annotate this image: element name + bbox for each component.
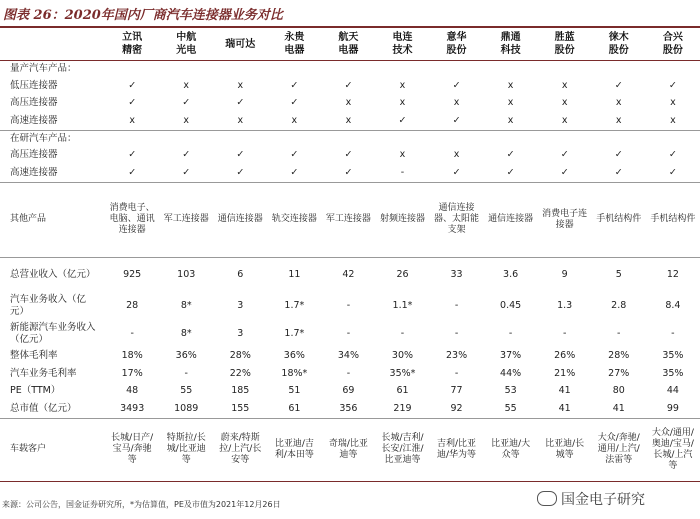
table-cell: ✓ — [128, 79, 137, 91]
header-row — [0, 28, 700, 61]
table-cell: 18%* — [281, 367, 308, 379]
cell-text: 军工连接器 — [325, 214, 371, 224]
table-cell: 27% — [608, 367, 630, 379]
table-cell: ✓ — [236, 166, 245, 178]
table-cell: - — [346, 327, 351, 339]
row-label: 低压连接器 — [10, 79, 58, 91]
table-cell: x — [129, 114, 135, 126]
table-cell: - — [454, 327, 459, 339]
table-cell — [321, 418, 375, 481]
table-row — [0, 400, 700, 418]
header-company: 胜蓝 股份 — [538, 28, 592, 61]
table-cell: x — [615, 114, 622, 126]
table-cell: 3 — [237, 299, 244, 311]
row-label-text: 总营业收入（亿元） — [10, 268, 96, 280]
table-cell: x — [183, 114, 190, 126]
table-cell: 185 — [231, 385, 250, 397]
header-company: 永贵 电器 — [267, 28, 321, 61]
table-row — [0, 112, 700, 130]
row-label: 汽车业务毛利率 — [10, 367, 77, 379]
table-cell: 80 — [612, 385, 625, 397]
cell-text: 大众/通用/奥迪/宝马/长城/上汽等 — [651, 427, 694, 471]
table-cell — [484, 182, 538, 257]
table-cell: ✓ — [290, 166, 299, 178]
title-bar — [0, 0, 700, 28]
table-cell: 22% — [229, 367, 251, 379]
row-label — [0, 292, 105, 320]
table-cell: ✓ — [236, 97, 245, 109]
table-cell: 41 — [558, 402, 571, 414]
cell-text: 消费电子、电脑、通讯连接器 — [109, 203, 155, 235]
table-cell: 219 — [393, 402, 412, 414]
table-cell: 55 — [504, 402, 517, 414]
table-cell: x — [453, 97, 460, 109]
table-cell: ✓ — [182, 97, 191, 109]
table-cell — [592, 182, 646, 257]
header-company: 鼎通 科技 — [484, 28, 538, 61]
table-cell: 53 — [504, 385, 517, 397]
table-cell: 34% — [337, 350, 359, 362]
table-row — [0, 164, 700, 182]
cell-text: 手机结构件 — [596, 214, 642, 224]
row-label: 整体毛利率 — [10, 350, 58, 362]
table-cell: ✓ — [614, 166, 623, 178]
table-cell — [159, 182, 213, 257]
table-cell: 26 — [375, 257, 429, 292]
table-cell: x — [183, 79, 190, 91]
table-cell — [430, 182, 484, 257]
table-cell — [267, 182, 321, 257]
table-cell: 1.7* — [284, 327, 305, 339]
cell-text: 奇瑞/比亚迪等 — [328, 438, 368, 460]
table-cell: ✓ — [560, 149, 569, 161]
table-cell: - — [346, 367, 351, 379]
table-cell: 17% — [121, 367, 143, 379]
table-cell: 8* — [180, 327, 192, 339]
table-cell: ✓ — [128, 149, 137, 161]
table-cell: ✓ — [668, 79, 677, 91]
table-cell: ✓ — [128, 166, 137, 178]
table-cell: 42 — [321, 257, 375, 292]
table-cell: 48 — [126, 385, 139, 397]
table-cell: - — [508, 327, 513, 339]
table-cell: 33 — [430, 257, 484, 292]
row-label-text: 新能源汽车业务收入（亿元） — [10, 321, 96, 345]
table-cell: x — [237, 79, 244, 91]
table-cell: x — [670, 114, 676, 126]
row-label: 高压连接器 — [10, 97, 58, 109]
table-cell: - — [562, 327, 567, 339]
cell-text: 轨交连接器 — [271, 214, 317, 224]
table-cell: 35% — [662, 350, 684, 362]
table-cell: 35%* — [389, 367, 416, 379]
table-cell: 8.4 — [665, 299, 681, 311]
table-cell: x — [399, 97, 406, 109]
table-cell: 26% — [554, 350, 576, 362]
table-cell — [105, 418, 159, 481]
table-cell: 41 — [558, 385, 571, 397]
table-cell: ✓ — [506, 166, 515, 178]
cell-text: 特斯拉/长城/比亚迪等 — [166, 433, 206, 465]
table-cell: ✓ — [236, 149, 245, 161]
table-cell: x — [399, 149, 406, 161]
header-company: 航天 电器 — [321, 28, 375, 61]
cell-text: 通信连接器 — [217, 214, 263, 224]
table-cell — [321, 182, 375, 257]
row-label — [0, 320, 105, 348]
table-cell: ✓ — [452, 166, 461, 178]
header-blank — [0, 28, 105, 61]
table-cell: 3.6 — [484, 257, 538, 292]
table-cell — [267, 418, 321, 481]
table-cell: - — [130, 327, 134, 339]
table-cell: 3 — [237, 327, 244, 339]
table-cell: x — [507, 79, 514, 91]
row-label: 高速连接器 — [10, 166, 58, 178]
table-cell — [592, 418, 646, 481]
table-cell: 1.3 — [557, 299, 573, 311]
cell-text: 长城/吉利/长安/江淮/比亚迪等 — [381, 433, 424, 465]
table-cell: 36% — [175, 350, 197, 362]
table-cell: - — [400, 327, 405, 339]
table-cell: 1089 — [174, 402, 199, 414]
table-cell: 103 — [159, 257, 213, 292]
table-cell: 44% — [500, 367, 522, 379]
table-cell — [159, 418, 213, 481]
row-label: 高压连接器 — [10, 149, 58, 161]
table-cell: ✓ — [344, 166, 353, 178]
table-cell — [105, 182, 159, 257]
table-cell — [484, 418, 538, 481]
table-cell — [375, 182, 429, 257]
table-cell: 925 — [105, 257, 159, 292]
source-footnote: 来源：公司公告，国金证券研究所，*为估算值，PE及市值为2021年12月26日 — [2, 500, 281, 509]
table-cell: 36% — [283, 350, 305, 362]
table-row — [0, 77, 700, 95]
table-cell: 5 — [592, 257, 646, 292]
table-cell: 30% — [391, 350, 414, 362]
table-cell: - — [184, 367, 188, 379]
header-company: 意华 股份 — [430, 28, 484, 61]
cell-text: 比亚迪/长城等 — [545, 438, 585, 460]
cell-text: 吉利/比亚迪/华为等 — [437, 438, 477, 460]
table-cell: 37% — [500, 350, 522, 362]
cell-text: 射频连接器 — [379, 214, 425, 224]
table-cell: 55 — [180, 385, 193, 397]
header-company: 电连 技术 — [375, 28, 429, 61]
table-cell: ✓ — [506, 149, 515, 161]
table-row — [0, 348, 700, 366]
table-row — [0, 292, 700, 320]
table-row — [0, 383, 700, 401]
section-row — [0, 61, 700, 78]
table-cell — [538, 418, 592, 481]
table-cell: ✓ — [452, 79, 461, 91]
table-cell: - — [400, 166, 405, 178]
table-cell: 99 — [666, 402, 679, 414]
table-cell: 11 — [267, 257, 321, 292]
figure-title: 图表 26：2020年国内厂商汽车连接器业务对比 — [3, 8, 283, 23]
header-company: 立讯 精密 — [105, 28, 159, 61]
row-label: 车载客户 — [0, 418, 105, 481]
table-cell: 21% — [554, 367, 576, 379]
table-cell — [646, 418, 700, 481]
table-cell: x — [237, 114, 244, 126]
table-body — [0, 61, 700, 482]
cell-text: 手机结构件 — [650, 214, 696, 224]
table-row — [0, 365, 700, 383]
table-row — [0, 320, 700, 348]
row-label: PE（TTM） — [10, 385, 61, 397]
table-cell: ✓ — [344, 79, 353, 91]
table-cell: ✓ — [290, 79, 299, 91]
table-cell — [213, 182, 267, 257]
table-cell: x — [561, 79, 568, 91]
table-cell: 23% — [445, 350, 468, 362]
table-cell: x — [291, 114, 298, 126]
table-cell: 12 — [646, 257, 700, 292]
table-row — [0, 418, 700, 481]
table-cell — [213, 418, 267, 481]
table-cell — [430, 418, 484, 481]
section-row — [0, 130, 700, 147]
table-cell: 28% — [608, 350, 630, 362]
table-cell: 28 — [126, 299, 139, 311]
table-cell: ✓ — [182, 149, 191, 161]
table-cell: x — [561, 114, 568, 126]
table-cell: ✓ — [290, 149, 299, 161]
table-cell: 61 — [288, 402, 301, 414]
table-cell: x — [507, 97, 514, 109]
row-label-text: 汽车业务收入（亿元） — [10, 293, 87, 317]
cell-text: 蔚来/特斯拉/上汽/长安等 — [219, 433, 262, 465]
table-cell: 18% — [121, 350, 143, 362]
table-cell: x — [670, 97, 676, 109]
table-cell: 69 — [342, 385, 355, 397]
table-cell: 356 — [339, 402, 358, 414]
wechat-icon — [537, 491, 557, 506]
cell-text: 比亚迪/大众等 — [491, 438, 531, 460]
cell-text: 通信连接器 — [488, 214, 534, 224]
section-label: 量产汽车产品： — [10, 63, 77, 74]
table-cell: x — [453, 149, 460, 161]
header-company: 徕木 股份 — [592, 28, 646, 61]
table-cell: 9 — [538, 257, 592, 292]
header-company: 中航 光电 — [159, 28, 213, 61]
watermark — [537, 489, 645, 509]
table-cell: x — [399, 79, 406, 91]
table-row — [0, 95, 700, 113]
table-cell — [538, 182, 592, 257]
table-row — [0, 147, 700, 165]
table-cell: x — [507, 114, 514, 126]
row-label — [0, 257, 105, 292]
table-cell: ✓ — [614, 149, 623, 161]
cell-text: 军工连接器 — [163, 214, 209, 224]
table-cell: ✓ — [668, 166, 677, 178]
table-cell: 41 — [612, 402, 625, 414]
table-cell: 8* — [180, 299, 192, 311]
table-row — [0, 257, 700, 292]
table-cell: ✓ — [344, 149, 353, 161]
table-cell: - — [454, 367, 459, 379]
cell-text: 通信连接器、太阳能支架 — [434, 203, 480, 235]
table-cell: x — [345, 114, 352, 126]
table-cell: - — [346, 299, 351, 311]
table-cell: - — [454, 299, 459, 311]
table-cell: - — [671, 327, 675, 339]
row-label: 高速连接器 — [10, 114, 58, 126]
table-cell: 6 — [213, 257, 267, 292]
table-cell — [375, 418, 429, 481]
table-cell: ✓ — [398, 114, 407, 126]
section-label: 在研汽车产品： — [0, 130, 700, 147]
table-cell: x — [615, 97, 622, 109]
cell-text: 长城/日产/宝马/奔驰等 — [111, 433, 154, 465]
table-cell: 61 — [396, 385, 409, 397]
table-cell: 51 — [288, 385, 301, 397]
table-cell — [646, 182, 700, 257]
table-cell: 2.8 — [611, 299, 627, 311]
table-cell: x — [561, 97, 568, 109]
table-row — [0, 182, 700, 257]
cell-text: 比亚迪/吉利/本田等 — [274, 438, 314, 460]
table-cell: 0.45 — [500, 299, 522, 311]
header-company: 瑞可达 — [213, 28, 267, 61]
table-cell: ✓ — [290, 97, 299, 109]
table-cell: 1.1* — [392, 299, 413, 311]
table-cell: ✓ — [614, 79, 623, 91]
row-label: 总市值（亿元） — [10, 402, 77, 414]
cell-text: 大众/奔驰/通用/上汽/法雷等 — [597, 433, 640, 465]
header-company: 合兴 股份 — [646, 28, 700, 61]
row-label: 其他产品 — [0, 182, 105, 257]
table-cell: 35% — [662, 367, 684, 379]
table-cell: 1.7* — [284, 299, 305, 311]
cell-text: 消费电子连接器 — [542, 208, 588, 230]
table-cell: - — [617, 327, 621, 339]
table-cell: 44 — [666, 385, 679, 397]
table-cell: ✓ — [560, 166, 569, 178]
table-cell: 28% — [229, 350, 251, 362]
table-cell: x — [345, 97, 352, 109]
watermark-text: 国金电子研究 — [561, 492, 645, 508]
comparison-table — [0, 28, 700, 482]
table-cell: ✓ — [128, 97, 137, 109]
table-cell: ✓ — [668, 149, 677, 161]
table-cell: 92 — [450, 402, 463, 414]
table-cell: ✓ — [452, 114, 461, 126]
table-cell: ✓ — [182, 166, 191, 178]
table-cell: 77 — [450, 385, 463, 397]
table-cell: 3493 — [120, 402, 145, 414]
table-cell: 155 — [231, 402, 250, 414]
